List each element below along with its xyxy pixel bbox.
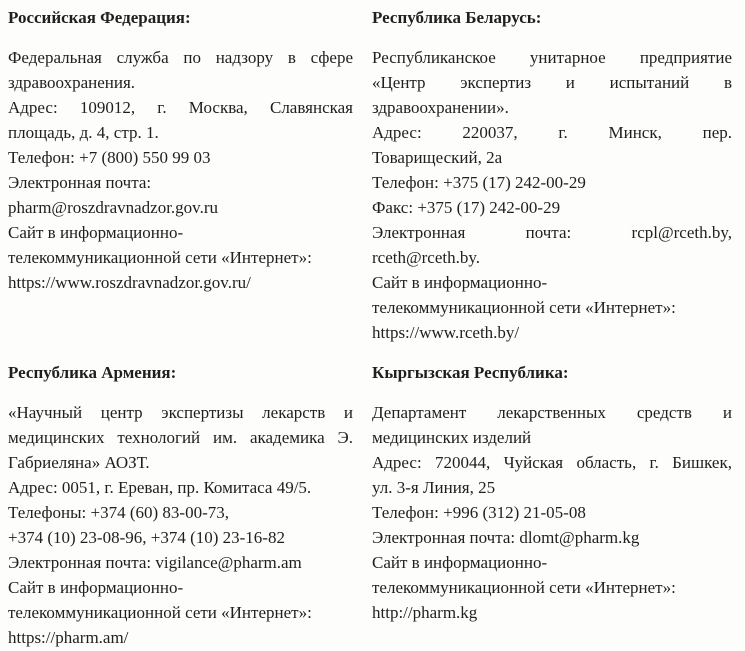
text-line: Сайт в информационно- [8,223,184,242]
section-russian-federation [8,5,353,360]
section-title-russian-federation: Российская Федерация: [8,8,191,27]
text-line: Департамент лекарственных средств и [372,403,732,422]
text-line: телекоммуникационной сети «Интернет»: [8,248,312,267]
text-line: Адрес: 220037, г. Минск, пер. [372,123,732,142]
contacts-grid [8,5,735,650]
text-line: здравоохранении». [372,98,509,117]
text-line: https://pharm.am/ [8,628,129,647]
text-line: здравоохранения. [8,73,136,92]
text-line: Телефоны: +374 (60) 83-00-73, [8,503,230,522]
text-line: +374 (10) 23-08-96, +374 (10) 23-16-82 [8,528,285,547]
section-body-kyrgyz-republic [372,400,732,625]
section-body-republic-of-belarus [372,45,732,345]
text-line: «Научный центр экспертизы лекарств и [8,403,353,422]
text-line: Факс: +375 (17) 242-00-29 [372,198,561,217]
text-line: телекоммуникационной сети «Интернет»: [372,578,676,597]
text-line: Электронная почта: [8,173,152,192]
text-line: Сайт в информационно- [372,553,548,572]
text-line: pharm@roszdravnadzor.gov.ru [8,198,218,217]
section-body-republic-of-armenia [8,400,353,650]
text-line: Телефон: +7 (800) 550 99 03 [8,148,211,167]
text-line: Габриеляна» АОЗТ. [8,453,150,472]
text-line: Адрес: 720044, Чуйская область, г. Бишкек, [372,453,732,472]
text-line: https://www.rceth.by/ [372,323,520,342]
text-line: «Центр экспертиз и испытаний в [372,73,732,92]
text-line: Сайт в информационно- [8,578,184,597]
text-line: медицинских изделий [372,428,532,447]
text-line: ул. 3-я Линия, 25 [372,478,496,497]
text-line: Товарищеский, 2а [372,148,503,167]
text-line: Телефон: +375 (17) 242-00-29 [372,173,586,192]
text-line: телекоммуникационной сети «Интернет»: [372,298,676,317]
text-line: Федеральная служба по надзору в сфере [8,48,353,67]
text-line: Адрес: 0051, г. Ереван, пр. Комитаса 49/5. [8,478,312,497]
text-line: Телефон: +996 (312) 21-05-08 [372,503,586,522]
text-line: телекоммуникационной сети «Интернет»: [8,603,312,622]
text-line: медицинских технологий им. академика Э. [8,428,353,447]
text-line: площадь, д. 4, стр. 1. [8,123,159,142]
section-body-russian-federation [8,45,353,295]
text-line: Республиканское унитарное предприятие [372,48,732,67]
text-line: Электронная почта: vigilance@pharm.am [8,553,302,572]
section-republic-of-belarus [372,5,732,360]
text-line: Сайт в информационно- [372,273,548,292]
section-title-republic-of-armenia: Республика Армения: [8,363,177,382]
section-kyrgyz-republic [372,360,732,650]
text-line: Электронная почта: rcpl@rceth.by, [372,223,732,242]
text-line: http://pharm.kg [372,603,478,622]
section-title-republic-of-belarus: Республика Беларусь: [372,8,542,27]
text-line: https://www.roszdravnadzor.gov.ru/ [8,273,251,292]
section-republic-of-armenia [8,360,353,650]
section-title-kyrgyz-republic: Кыргызская Республика: [372,363,569,382]
text-line: Адрес: 109012, г. Москва, Славянская [8,98,353,117]
text-line: Электронная почта: dlomt@pharm.kg [372,528,640,547]
text-line: rceth@rceth.by. [372,248,481,267]
